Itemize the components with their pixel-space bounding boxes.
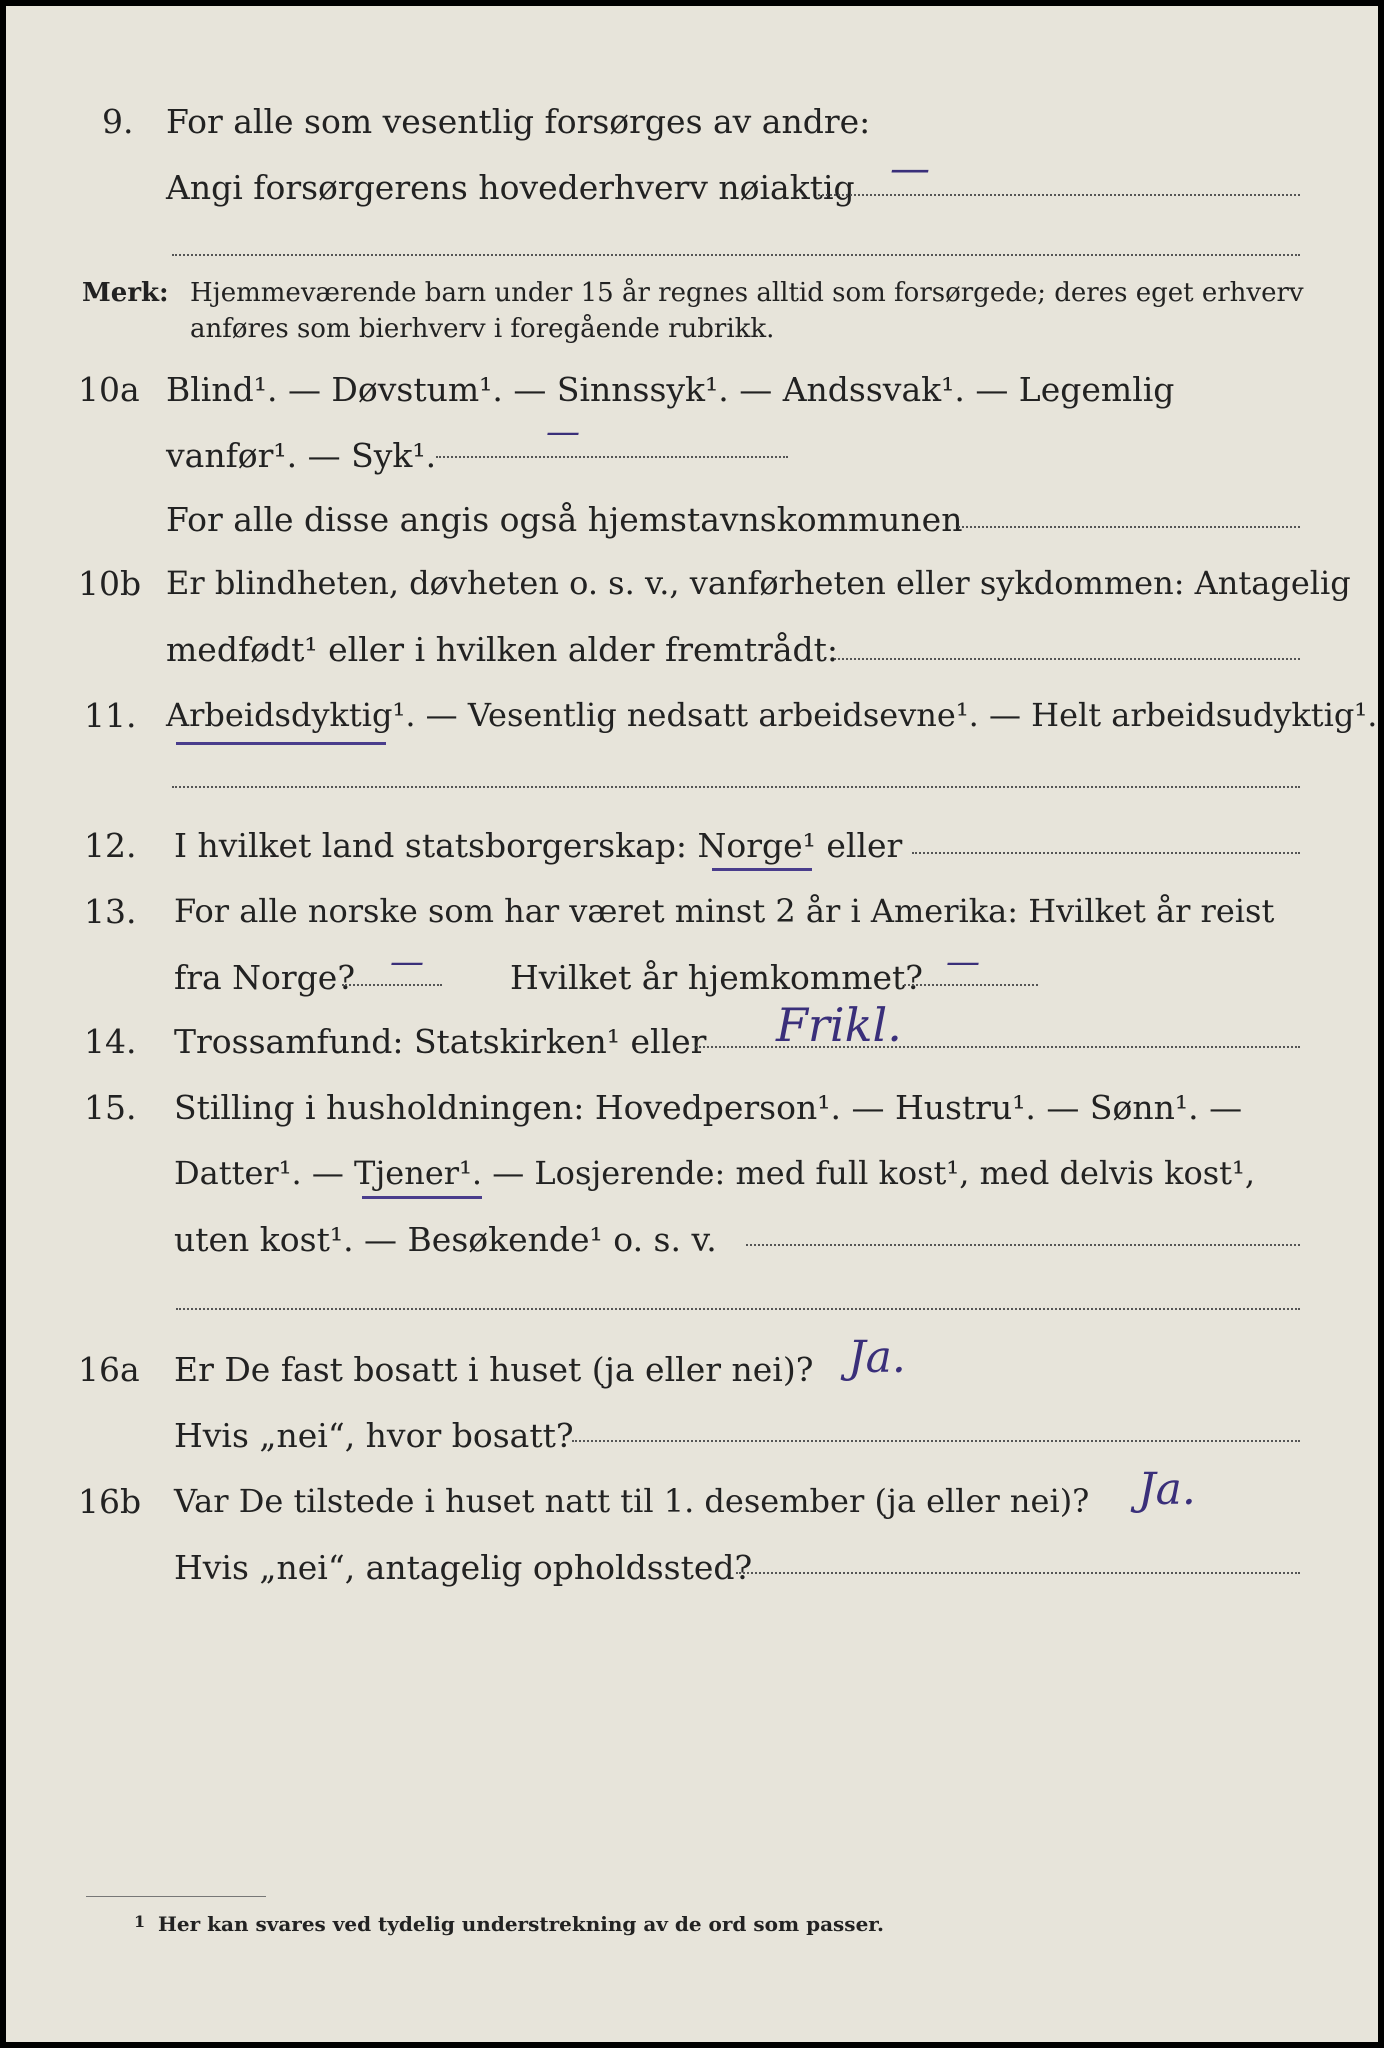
q12-number: 12. [84, 826, 137, 865]
q11-underline-arbeidsdyktig [176, 742, 386, 745]
q15-question-cont: Datter¹. — Tjener¹. — Losjerende: med full kost¹, med delvis kost¹, [174, 1154, 1256, 1192]
q16a-answer-line [572, 1440, 1300, 1442]
q16a-answer: Ja. [848, 1332, 906, 1383]
q10a-question-cont: vanfør¹. — Syk¹. [166, 436, 437, 475]
q10b-question: Er blindheten, døvheten o. s. v., vanførheten eller sykdommen: Antagelig [166, 564, 1351, 602]
q9-answer-line [818, 194, 1300, 196]
q9-answer: — [890, 146, 930, 192]
q16b-answer: Ja. [1138, 1464, 1196, 1515]
q13-hjemkommet-line [904, 984, 1038, 986]
q13-reist: fra Norge? [174, 958, 356, 997]
footnote-text: Her kan svares ved tydelig understrekning av de ord som passer. [158, 1912, 884, 1936]
q16a-number: 16a [78, 1350, 140, 1389]
q10a-number: 10a [78, 370, 140, 409]
q9-extra-line [172, 254, 1300, 256]
merk-text-1: Hjemmeværende barn under 15 år regnes alltid som forsørgede; deres eget erhverv [190, 278, 1304, 308]
q14-answer: Frikl. [776, 998, 902, 1052]
q11-question: Arbeidsdyktig¹. — Vesentlig nedsatt arbeidsevne¹. — Helt arbeidsudyktig¹. [166, 696, 1378, 734]
merk-text-2: anføres som bierhverv i foregående rubrikk. [190, 314, 775, 344]
q10b-number: 10b [78, 564, 142, 603]
q10b-answer-line [834, 658, 1300, 660]
merk-label: Merk: [82, 278, 169, 308]
q13-hjemkommet: Hvilket år hjemkommet? [510, 958, 923, 997]
q15-number: 15. [84, 1088, 137, 1127]
q15-extra-line [176, 1308, 1300, 1310]
q16b-question: Var De tilstede i huset natt til 1. desember (ja eller nei)? [174, 1482, 1090, 1520]
footnote-rule [86, 1896, 266, 1897]
q13-reist-line [342, 984, 442, 986]
q10a-hjemstavn-line [958, 526, 1300, 528]
q10a-answer-line [436, 456, 788, 458]
q10b-question-cont: medfødt¹ eller i hvilken alder fremtrådt: [166, 630, 839, 669]
q11-number: 11. [84, 696, 137, 735]
q14-question: Trossamfund: Statskirken¹ eller [174, 1022, 707, 1061]
q13-number: 13. [84, 892, 137, 931]
q10a-hjemstavn: For alle disse angis også hjemstavnskommunen [166, 500, 963, 539]
q9-sub-question: Angi forsørgerens hovederhverv nøiaktig [166, 168, 855, 207]
q16a-sub-question: Hvis „nei“, hvor bosatt? [174, 1416, 574, 1455]
q9-number: 9. [102, 102, 134, 141]
q15-underline-tjener [362, 1196, 482, 1199]
q9-question: For alle som vesentlig forsørges av andre: [166, 102, 871, 141]
q10a-answer: — [546, 412, 580, 452]
census-form-page [6, 6, 1378, 2042]
footnote-mark: 1 [134, 1912, 146, 1931]
q16b-answer-line [736, 1572, 1300, 1574]
q13-hjemkommet-answer: — [946, 942, 980, 982]
q13-reist-answer: — [390, 942, 424, 982]
q15-question: Stilling i husholdningen: Hovedperson¹. — Hustru¹. — Sønn¹. — [174, 1088, 1243, 1127]
q16b-sub-question: Hvis „nei“, antagelig opholdssted? [174, 1548, 753, 1587]
q15-question-end: uten kost¹. — Besøkende¹ o. s. v. [174, 1220, 717, 1259]
q16a-question: Er De fast bosatt i huset (ja eller nei)? [174, 1350, 814, 1389]
q12-question: I hvilket land statsborgerskap: Norge¹ eller [174, 826, 903, 865]
q15-answer-line [746, 1244, 1300, 1246]
q12-answer-line [912, 852, 1300, 854]
q12-underline-norge [712, 868, 812, 871]
q13-question: For alle norske som har været minst 2 år i Amerika: Hvilket år reist [174, 892, 1275, 930]
q11-extra-line [172, 786, 1300, 788]
q10a-question: Blind¹. — Døvstum¹. — Sinnssyk¹. — Andssvak¹. — Legemlig [166, 370, 1175, 409]
q16b-number: 16b [78, 1482, 142, 1521]
q14-number: 14. [84, 1022, 137, 1061]
